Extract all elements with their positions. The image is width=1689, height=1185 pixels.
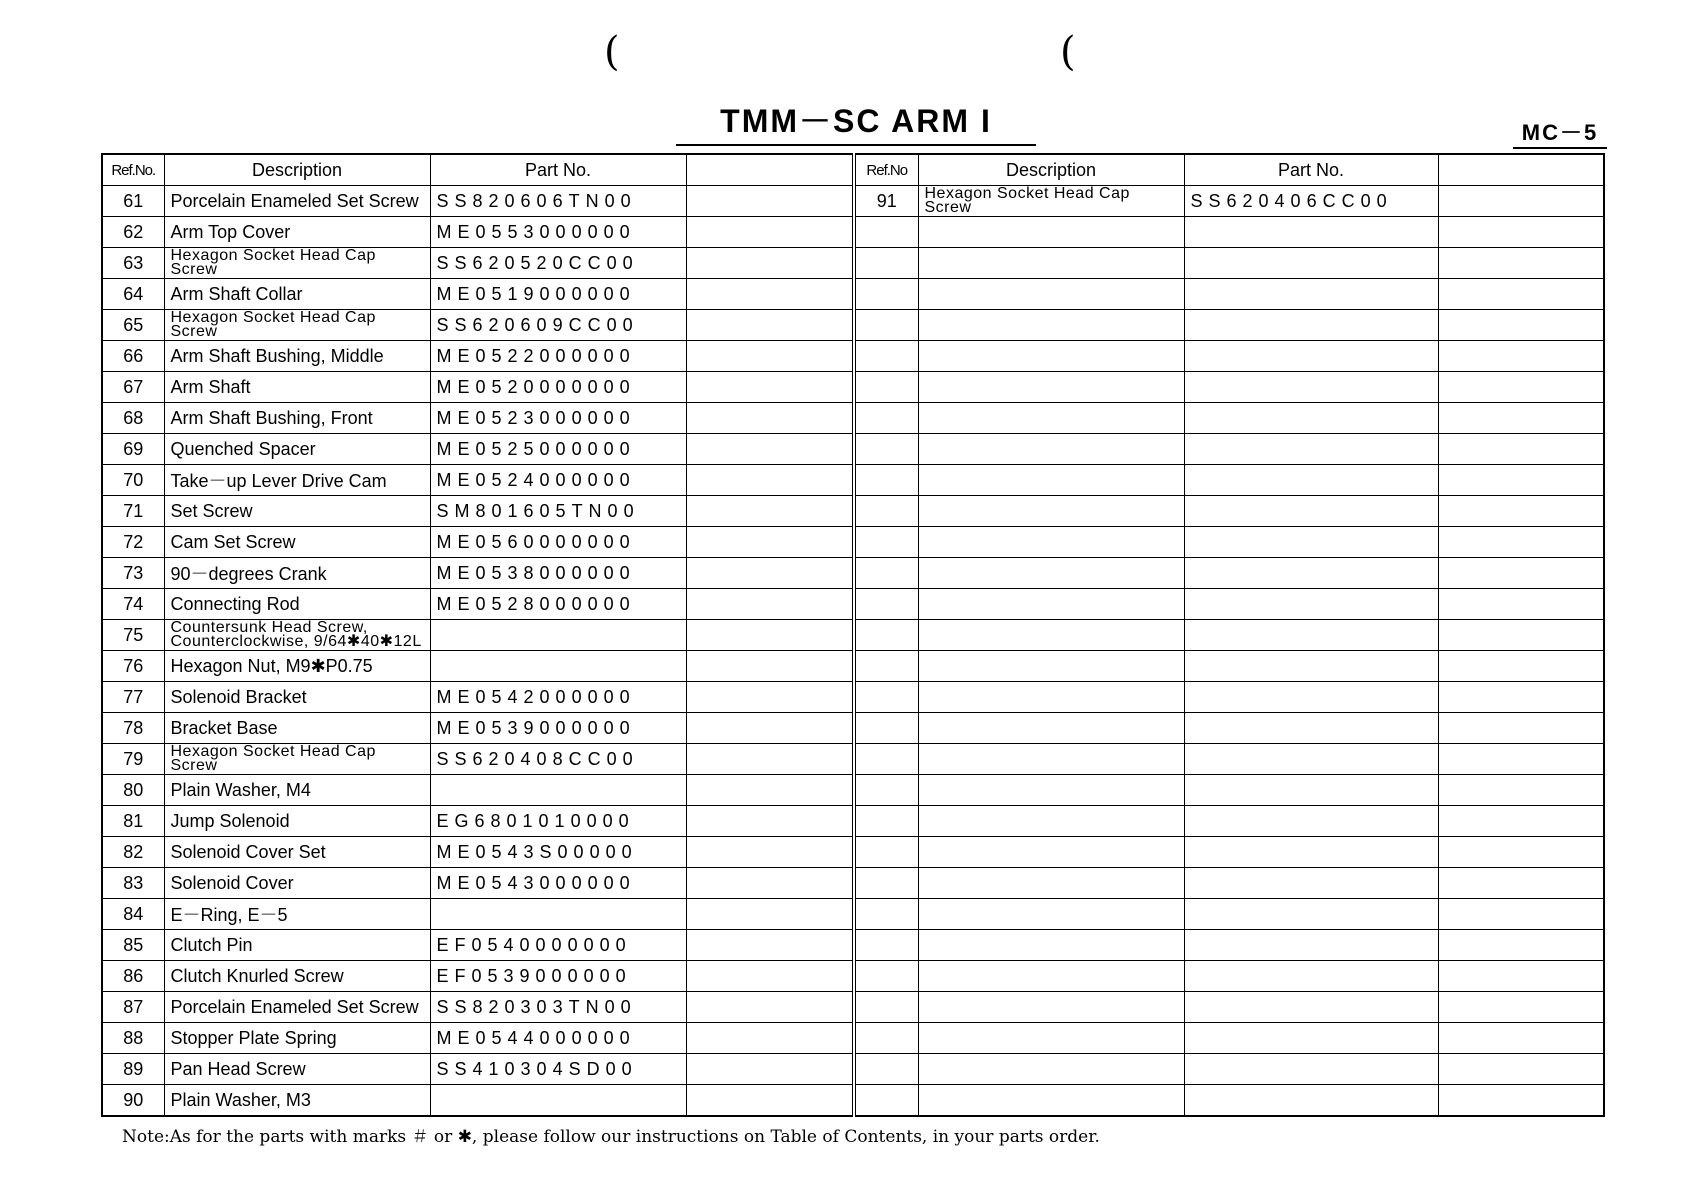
table-row	[102, 1054, 1604, 1085]
blank-cell-right	[1438, 620, 1604, 651]
part-number-cell: ME0522000000	[430, 341, 686, 372]
table-row	[102, 992, 1604, 1023]
table-row	[102, 217, 1604, 248]
part-number-cell: SS620520CC00	[430, 248, 686, 279]
blank-cell	[686, 651, 854, 682]
ref-cell: 62	[102, 217, 164, 248]
blank-cell	[686, 806, 854, 837]
header-ref-right: Ref.No	[854, 154, 918, 186]
blank-cell	[686, 1054, 854, 1085]
ref-cell: 90	[102, 1085, 164, 1117]
part-number-cell: SS820606TN00	[430, 186, 686, 217]
description-cell: Arm Shaft Bushing, Middle	[164, 341, 430, 372]
part-number-cell-right	[1184, 899, 1438, 930]
ref-cell: 63	[102, 248, 164, 279]
table-row	[102, 496, 1604, 527]
ref-cell: 70	[102, 465, 164, 496]
part-number-cell-right	[1184, 372, 1438, 403]
part-number-cell: ME0525000000	[430, 434, 686, 465]
blank-cell	[686, 930, 854, 961]
part-number-cell-right	[1184, 992, 1438, 1023]
blank-cell-right	[1438, 682, 1604, 713]
blank-cell	[686, 372, 854, 403]
ref-cell-right	[854, 403, 918, 434]
description-cell: Connecting Rod	[164, 589, 430, 620]
header-part-no-right: Part No.	[1184, 154, 1438, 186]
ref-cell-right: 91	[854, 186, 918, 217]
description-cell: Solenoid Cover	[164, 868, 430, 899]
footnote: Note:As for the parts with marks ＃ or ✱, please follow our instructions on Table of Contents, in your parts order.	[122, 1127, 1100, 1147]
part-number-cell-right	[1184, 248, 1438, 279]
description-cell: E－Ring, E－5	[164, 899, 430, 930]
description-cell: Countersunk Head Screw, Counterclockwise, 9/64✱40✱12L	[164, 620, 430, 651]
description-cell-right	[918, 434, 1184, 465]
ref-cell-right	[854, 217, 918, 248]
ref-cell: 88	[102, 1023, 164, 1054]
table-row	[102, 248, 1604, 279]
table-row	[102, 279, 1604, 310]
part-number-cell-right	[1184, 279, 1438, 310]
ref-cell: 67	[102, 372, 164, 403]
ref-cell-right	[854, 899, 918, 930]
blank-cell	[686, 279, 854, 310]
header-description-right: Description	[918, 154, 1184, 186]
part-number-cell: SS620408CC00	[430, 744, 686, 775]
ref-cell: 79	[102, 744, 164, 775]
table-row	[102, 403, 1604, 434]
ref-cell: 80	[102, 775, 164, 806]
part-number-cell-right	[1184, 868, 1438, 899]
description-cell: Cam Set Screw	[164, 527, 430, 558]
ref-cell-right	[854, 434, 918, 465]
blank-cell-right	[1438, 806, 1604, 837]
blank-cell	[686, 744, 854, 775]
part-number-cell: ME0524000000	[430, 465, 686, 496]
description-cell-right	[918, 806, 1184, 837]
ref-cell: 68	[102, 403, 164, 434]
blank-cell-right	[1438, 899, 1604, 930]
description-cell: Arm Top Cover	[164, 217, 430, 248]
ref-cell-right	[854, 806, 918, 837]
table-row	[102, 899, 1604, 930]
blank-cell	[686, 589, 854, 620]
description-cell-right	[918, 868, 1184, 899]
part-number-cell-right	[1184, 682, 1438, 713]
blank-cell-right	[1438, 651, 1604, 682]
ref-cell: 66	[102, 341, 164, 372]
ref-cell: 71	[102, 496, 164, 527]
blank-cell-right	[1438, 589, 1604, 620]
part-number-cell-right	[1184, 465, 1438, 496]
description-cell: 90－degrees Crank	[164, 558, 430, 589]
description-cell: Stopper Plate Spring	[164, 1023, 430, 1054]
ref-cell: 83	[102, 868, 164, 899]
blank-cell	[686, 961, 854, 992]
ref-cell-right	[854, 248, 918, 279]
part-number-cell: ME0538000000	[430, 558, 686, 589]
description-cell-right	[918, 1085, 1184, 1117]
ref-cell: 89	[102, 1054, 164, 1085]
part-number-cell-right: SS620406CC00	[1184, 186, 1438, 217]
part-number-cell: ME0543000000	[430, 868, 686, 899]
table-row	[102, 651, 1604, 682]
description-cell-right	[918, 1054, 1184, 1085]
part-number-cell	[430, 651, 686, 682]
ref-cell-right	[854, 372, 918, 403]
blank-cell	[686, 1023, 854, 1054]
description-cell: Clutch Pin	[164, 930, 430, 961]
description-cell: Take－up Lever Drive Cam	[164, 465, 430, 496]
punch-mark-left: (	[604, 29, 620, 75]
table-row	[102, 930, 1604, 961]
blank-cell	[686, 217, 854, 248]
part-number-cell: SS820303TN00	[430, 992, 686, 1023]
page-title: TMM－SC ARM I	[676, 96, 1036, 146]
ref-cell-right	[854, 496, 918, 527]
part-number-cell-right	[1184, 837, 1438, 868]
blank-cell	[686, 310, 854, 341]
blank-cell-right	[1438, 434, 1604, 465]
description-cell-right	[918, 465, 1184, 496]
part-number-cell: ME0528000000	[430, 589, 686, 620]
blank-cell-right	[1438, 558, 1604, 589]
description-cell: Plain Washer, M3	[164, 1085, 430, 1117]
blank-cell-right	[1438, 1054, 1604, 1085]
page-code: MC－5	[1513, 116, 1607, 149]
ref-cell-right	[854, 1023, 918, 1054]
part-number-cell-right	[1184, 217, 1438, 248]
description-cell-right	[918, 930, 1184, 961]
description-cell: Clutch Knurled Screw	[164, 961, 430, 992]
part-number-cell-right	[1184, 930, 1438, 961]
description-cell-right	[918, 620, 1184, 651]
part-number-cell-right	[1184, 1023, 1438, 1054]
part-number-cell: ME0543S00000	[430, 837, 686, 868]
blank-cell-right	[1438, 930, 1604, 961]
part-number-cell: EF0540000000	[430, 930, 686, 961]
ref-cell: 82	[102, 837, 164, 868]
part-number-cell: SS620609CC00	[430, 310, 686, 341]
ref-cell-right	[854, 279, 918, 310]
blank-cell	[686, 992, 854, 1023]
description-cell: Jump Solenoid	[164, 806, 430, 837]
part-number-cell-right	[1184, 620, 1438, 651]
ref-cell-right	[854, 651, 918, 682]
part-number-cell: ME0560000000	[430, 527, 686, 558]
ref-cell-right	[854, 620, 918, 651]
blank-cell-right	[1438, 186, 1604, 217]
description-cell-right	[918, 217, 1184, 248]
part-number-cell: ME0542000000	[430, 682, 686, 713]
part-number-cell-right	[1184, 806, 1438, 837]
description-cell: Arm Shaft Bushing, Front	[164, 403, 430, 434]
header-blank	[686, 154, 854, 186]
table-row	[102, 341, 1604, 372]
description-cell: Hexagon Nut, M9✱P0.75	[164, 651, 430, 682]
blank-cell-right	[1438, 527, 1604, 558]
blank-cell-right	[1438, 837, 1604, 868]
description-cell-right	[918, 248, 1184, 279]
blank-cell-right	[1438, 341, 1604, 372]
part-number-cell: EG6801010000	[430, 806, 686, 837]
table-row	[102, 465, 1604, 496]
blank-cell-right	[1438, 1085, 1604, 1117]
part-number-cell: ME0523000000	[430, 403, 686, 434]
description-cell: Solenoid Cover Set	[164, 837, 430, 868]
ref-cell: 64	[102, 279, 164, 310]
description-cell-right	[918, 682, 1184, 713]
ref-cell: 86	[102, 961, 164, 992]
table-row	[102, 1023, 1604, 1054]
blank-cell	[686, 465, 854, 496]
description-cell: Bracket Base	[164, 713, 430, 744]
description-cell-right	[918, 1023, 1184, 1054]
blank-cell	[686, 775, 854, 806]
blank-cell	[686, 1085, 854, 1117]
description-cell-right	[918, 310, 1184, 341]
blank-cell-right	[1438, 310, 1604, 341]
description-cell-right	[918, 744, 1184, 775]
description-cell-right	[918, 279, 1184, 310]
part-number-cell-right	[1184, 341, 1438, 372]
ref-cell-right	[854, 682, 918, 713]
description-cell: Hexagon Socket Head Cap Screw	[164, 744, 430, 775]
table-row	[102, 620, 1604, 651]
ref-cell-right	[854, 992, 918, 1023]
description-cell-right	[918, 527, 1184, 558]
description-cell: Quenched Spacer	[164, 434, 430, 465]
ref-cell: 84	[102, 899, 164, 930]
table-row	[102, 527, 1604, 558]
description-cell: Plain Washer, M4	[164, 775, 430, 806]
blank-cell	[686, 186, 854, 217]
description-cell-right	[918, 713, 1184, 744]
part-number-cell	[430, 775, 686, 806]
ref-cell-right	[854, 589, 918, 620]
ref-cell: 81	[102, 806, 164, 837]
description-cell: Porcelain Enameled Set Screw	[164, 992, 430, 1023]
blank-cell	[686, 558, 854, 589]
blank-cell	[686, 403, 854, 434]
blank-cell-right	[1438, 403, 1604, 434]
description-cell: Arm Shaft	[164, 372, 430, 403]
part-number-cell: EF0539000000	[430, 961, 686, 992]
table-row	[102, 775, 1604, 806]
part-number-cell: ME0544000000	[430, 1023, 686, 1054]
table-row	[102, 806, 1604, 837]
part-number-cell-right	[1184, 558, 1438, 589]
ref-cell: 75	[102, 620, 164, 651]
description-cell-right	[918, 372, 1184, 403]
description-cell: Arm Shaft Collar	[164, 279, 430, 310]
table-row	[102, 837, 1604, 868]
parts-table	[101, 153, 1605, 1117]
part-number-cell-right	[1184, 1054, 1438, 1085]
blank-cell-right	[1438, 775, 1604, 806]
ref-cell: 87	[102, 992, 164, 1023]
ref-cell: 76	[102, 651, 164, 682]
ref-cell: 85	[102, 930, 164, 961]
ref-cell: 72	[102, 527, 164, 558]
description-cell-right	[918, 341, 1184, 372]
table-row	[102, 372, 1604, 403]
description-cell-right	[918, 961, 1184, 992]
description-cell-right	[918, 899, 1184, 930]
part-number-cell-right	[1184, 496, 1438, 527]
blank-cell-right	[1438, 713, 1604, 744]
table-row	[102, 1085, 1604, 1117]
description-cell-right	[918, 496, 1184, 527]
blank-cell	[686, 434, 854, 465]
blank-cell-right	[1438, 868, 1604, 899]
ref-cell-right	[854, 465, 918, 496]
ref-cell-right	[854, 837, 918, 868]
description-cell-right	[918, 837, 1184, 868]
blank-cell-right	[1438, 961, 1604, 992]
description-cell-right	[918, 558, 1184, 589]
description-cell: Set Screw	[164, 496, 430, 527]
description-cell: Pan Head Screw	[164, 1054, 430, 1085]
ref-cell: 77	[102, 682, 164, 713]
ref-cell-right	[854, 310, 918, 341]
ref-cell: 78	[102, 713, 164, 744]
table-row	[102, 682, 1604, 713]
blank-cell-right	[1438, 372, 1604, 403]
blank-cell	[686, 248, 854, 279]
description-cell: Hexagon Socket Head Cap Screw	[164, 248, 430, 279]
part-number-cell-right	[1184, 1085, 1438, 1117]
part-number-cell: ME0519000000	[430, 279, 686, 310]
blank-cell-right	[1438, 744, 1604, 775]
header-row	[102, 154, 1604, 186]
blank-cell	[686, 527, 854, 558]
ref-cell: 61	[102, 186, 164, 217]
description-cell-right	[918, 992, 1184, 1023]
description-cell: Solenoid Bracket	[164, 682, 430, 713]
ref-cell-right	[854, 1054, 918, 1085]
ref-cell-right	[854, 744, 918, 775]
part-number-cell-right	[1184, 589, 1438, 620]
ref-cell-right	[854, 930, 918, 961]
part-number-cell: ME0539000000	[430, 713, 686, 744]
description-cell-right	[918, 403, 1184, 434]
ref-cell-right	[854, 713, 918, 744]
ref-cell: 69	[102, 434, 164, 465]
table-row	[102, 868, 1604, 899]
part-number-cell: ME0520000000	[430, 372, 686, 403]
part-number-cell-right	[1184, 961, 1438, 992]
table-row	[102, 186, 1604, 217]
part-number-cell-right	[1184, 651, 1438, 682]
part-number-cell-right	[1184, 403, 1438, 434]
description-cell-right	[918, 589, 1184, 620]
header-blank-right	[1438, 154, 1604, 186]
table-row	[102, 713, 1604, 744]
part-number-cell-right	[1184, 713, 1438, 744]
part-number-cell	[430, 1085, 686, 1117]
part-number-cell-right	[1184, 775, 1438, 806]
blank-cell-right	[1438, 217, 1604, 248]
part-number-cell	[430, 620, 686, 651]
part-number-cell: ME0553000000	[430, 217, 686, 248]
ref-cell: 74	[102, 589, 164, 620]
blank-cell-right	[1438, 992, 1604, 1023]
table-row	[102, 434, 1604, 465]
ref-cell: 73	[102, 558, 164, 589]
blank-cell	[686, 713, 854, 744]
ref-cell: 65	[102, 310, 164, 341]
ref-cell-right	[854, 775, 918, 806]
table-row	[102, 744, 1604, 775]
punch-mark-right: (	[1060, 29, 1076, 75]
description-cell-right: Hexagon Socket Head Cap Screw	[918, 186, 1184, 217]
description-cell: Porcelain Enameled Set Screw	[164, 186, 430, 217]
description-cell-right	[918, 775, 1184, 806]
header-description: Description	[164, 154, 430, 186]
blank-cell	[686, 682, 854, 713]
description-cell-right	[918, 651, 1184, 682]
blank-cell	[686, 341, 854, 372]
part-number-cell	[430, 899, 686, 930]
header-ref: Ref.No.	[102, 154, 164, 186]
part-number-cell-right	[1184, 434, 1438, 465]
blank-cell-right	[1438, 1023, 1604, 1054]
part-number-cell-right	[1184, 527, 1438, 558]
part-number-cell-right	[1184, 744, 1438, 775]
blank-cell-right	[1438, 248, 1604, 279]
part-number-cell-right	[1184, 310, 1438, 341]
ref-cell-right	[854, 341, 918, 372]
header-part-no: Part No.	[430, 154, 686, 186]
blank-cell-right	[1438, 465, 1604, 496]
table-row	[102, 558, 1604, 589]
ref-cell-right	[854, 868, 918, 899]
blank-cell	[686, 837, 854, 868]
blank-cell	[686, 899, 854, 930]
blank-cell	[686, 620, 854, 651]
table-row	[102, 961, 1604, 992]
ref-cell-right	[854, 527, 918, 558]
part-number-cell: SM801605TN00	[430, 496, 686, 527]
blank-cell	[686, 496, 854, 527]
table-row	[102, 589, 1604, 620]
part-number-cell: SS410304SD00	[430, 1054, 686, 1085]
blank-cell	[686, 868, 854, 899]
blank-cell-right	[1438, 496, 1604, 527]
table-row	[102, 310, 1604, 341]
description-cell: Hexagon Socket Head Cap Screw	[164, 310, 430, 341]
blank-cell-right	[1438, 279, 1604, 310]
ref-cell-right	[854, 961, 918, 992]
ref-cell-right	[854, 558, 918, 589]
ref-cell-right	[854, 1085, 918, 1117]
